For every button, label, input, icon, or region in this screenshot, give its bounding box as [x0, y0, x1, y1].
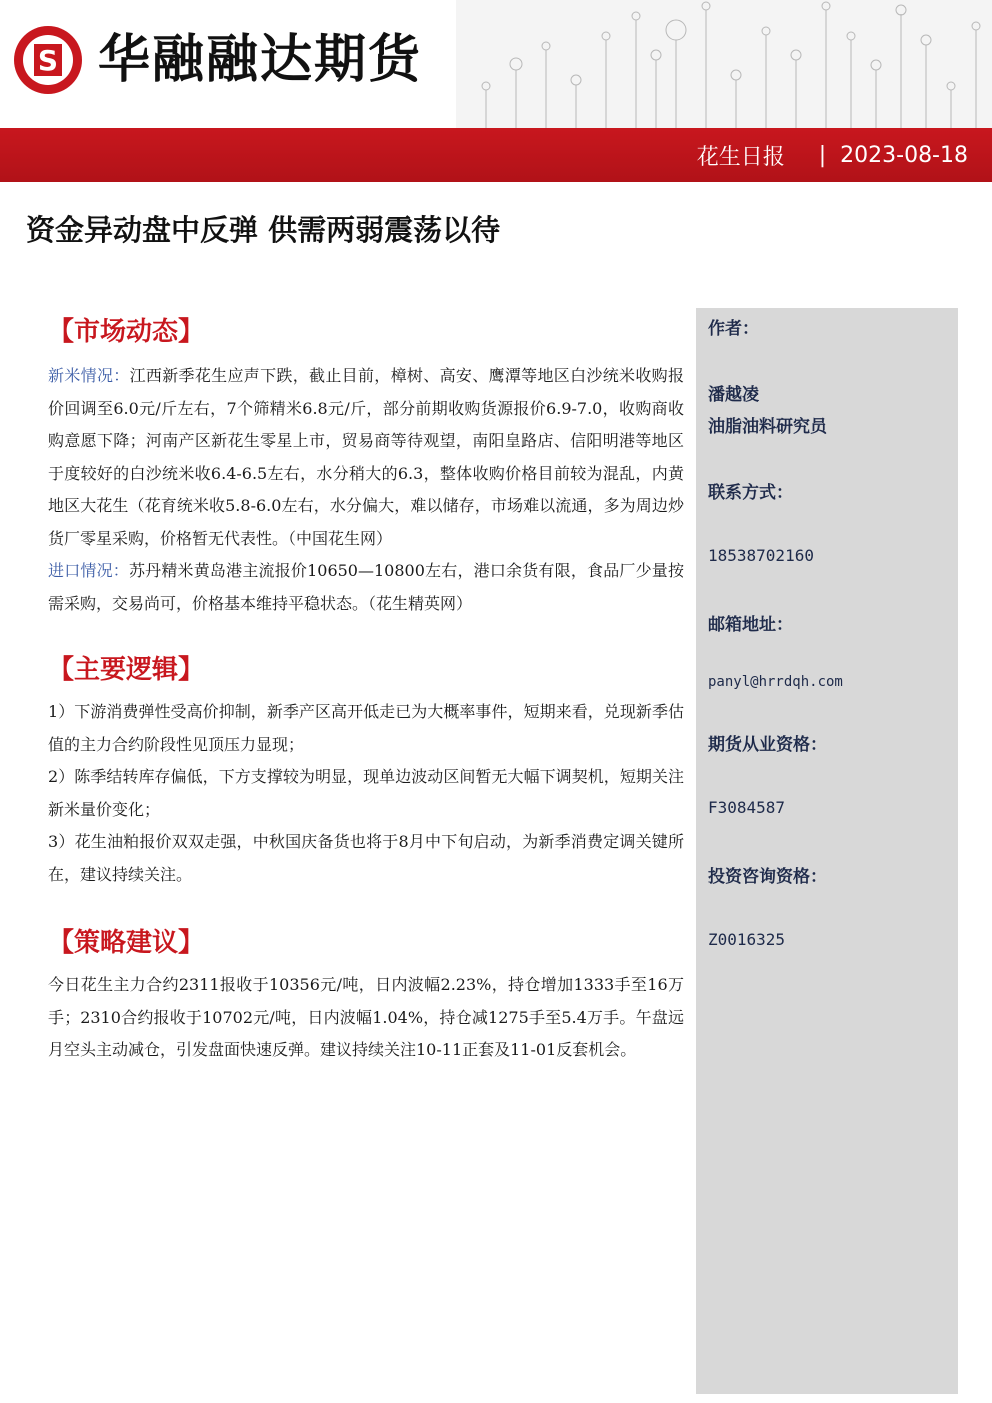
report-date: 2023-08-18 [840, 142, 968, 168]
strategy-text: 今日花生主力合约2311报收于10356元/吨，日内波幅2.23%，持仓增加1333手至16万手；2310合约报收于10702元/吨，日内波幅1.04%，持仓减1275手至5.4万手。午盘远月空头主动减仓，引发盘面快速反弹。建议持续关注10-11正套及11-01反套机会。 [48, 975, 684, 1059]
advisory-qualification-label: 投资咨询资格： [708, 867, 827, 887]
report-banner [0, 128, 992, 182]
email-label: 邮箱地址： [708, 615, 793, 635]
contact-label: 联系方式： [708, 483, 793, 503]
report-body [48, 310, 684, 1067]
futures-qualification-number: F3084587 [708, 798, 786, 817]
import-paragraph [48, 555, 684, 620]
banner-separator: | [818, 142, 827, 168]
import-label: 进口情况： [48, 561, 129, 580]
contact-phone: 18538702160 [708, 546, 814, 565]
advisory-qualification-number: Z0016325 [708, 930, 786, 949]
author-title: 油脂油料研究员 [708, 417, 827, 437]
futures-qualification-label: 期货从业资格： [708, 735, 827, 755]
new-crop-text: 江西新季花生应声下跌，截止目前，樟树、高安、鹰潭等地区白沙统米收购报价回调至6.0元/斤左右，7个筛精米6.8元/斤，部分前期收购货源报价6.9-7.0，收购商收购意愿下降；河南产区新花生零星上市，贸易商等待观望，南阳皇路店、信阳明港等地区于度较好的白沙统米收6.4-6.5左右，水分稍大的6.3，整体收购价格目前较为混乱，内黄地区大花生（花育统米收5.8-6.0左右，水分偏大，难以储存，市场难以流通，多为周边炒货厂零星采购，价格暂无代表性。（中国花生网） [48, 366, 684, 548]
brand-name: 华融融达期货 [98, 30, 423, 90]
logic-item: 2）陈季结转库存偏低，下方支撑较为明显，现单边波动区间暂无大幅下调契机，短期关注新米量价变化； [48, 767, 684, 819]
logic-section-heading: 【主要逻辑】 [48, 655, 205, 685]
author-label: 作者： [708, 319, 759, 339]
new-crop-label: 新米情况： [48, 366, 130, 385]
author-sidebar [696, 308, 958, 1394]
author-name: 潘越凌 [708, 385, 759, 405]
decorative-circles-graphic [456, 0, 992, 128]
market-section-heading: 【市场动态】 [48, 317, 205, 347]
logic-item: 3）花生油粕报价双双走强，中秋国庆备货也将于8月中下旬启动，为新季消费定调关键所在，建议持续关注。 [48, 832, 684, 884]
new-crop-paragraph [48, 360, 684, 555]
report-title: 资金异动盘中反弹 供需两弱震荡以待 [26, 213, 501, 247]
logo-letter: S [37, 44, 59, 77]
strategy-section-heading: 【策略建议】 [48, 928, 205, 958]
company-logo-icon [12, 24, 84, 96]
email-address: panyl@hrrdqh.com [708, 674, 843, 690]
report-header [0, 0, 992, 128]
logic-item: 1）下游消费弹性受高价抑制，新季产区高开低走已为大概率事件，短期来看，兑现新季估值的主力合约阶段性见顶压力显现； [48, 702, 684, 754]
report-type: 花生日报 [696, 144, 785, 170]
import-text: 苏丹精米黄岛港主流报价10650—10800左右，港口余货有限，食品厂少量按需采购，交易尚可，价格基本维持平稳状态。（花生精英网） [48, 561, 684, 613]
